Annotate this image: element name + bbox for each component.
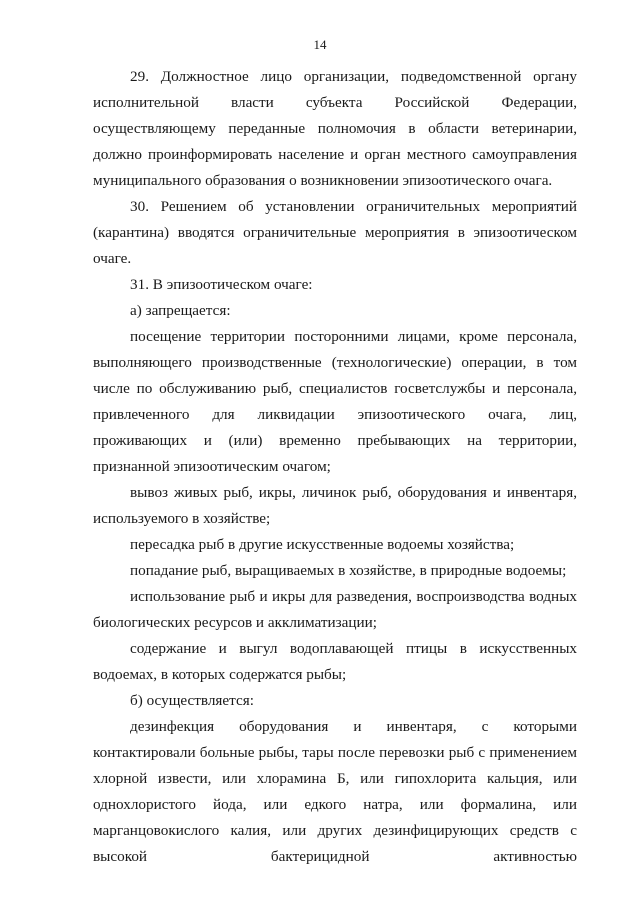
- list-item: вывоз живых рыб, икры, личинок рыб, оборудования и инвентаря, используемого в хозяйстве;: [93, 484, 577, 527]
- paragraph-30: 30. Решением об установлении ограничительных мероприятий (карантина) вводятся ограничительные мероприятия в эпизоотическом очаге.: [93, 198, 577, 267]
- subparagraph-a-heading: а) запрещается:: [130, 302, 231, 319]
- list-item: попадание рыб, выращиваемых в хозяйстве, в природные водоемы;: [130, 562, 567, 579]
- paragraph-29: 29. Должностное лицо организации, подведомственной органу исполнительной власти субъекта Российской Федерации, осуществляющему переданные полномочия в области ветеринарии, должно проинформировать население и орган местного самоуправления муниципального образования о возникновении эпизоотического очага.: [93, 68, 577, 189]
- document-body: [93, 64, 577, 870]
- list-item: дезинфекция оборудования и инвентаря, с которыми контактировали больные рыбы, тары после перевозки рыб с применением хлорной извести, или хлорамина Б, или гипохлорита кальция, или однохлористого йода, или едкого натра, или формалина, или марганцовокислого калия, или других дезинфицирующих средств с высокой бактерицидной активностью: [93, 718, 577, 865]
- subparagraph-b-heading: б) осуществляется:: [130, 692, 254, 709]
- list-item: пересадка рыб в другие искусственные водоемы хозяйства;: [130, 536, 515, 553]
- list-item: использование рыб и икры для разведения, воспроизводства водных биологических ресурсов и акклиматизации;: [93, 588, 577, 631]
- page-number: 14: [313, 37, 327, 52]
- list-item: посещение территории посторонними лицами, кроме персонала, выполняющего производственные (технологические) операции, в том числе по обслуживанию рыб, специалистов госветслужбы и персонала, привлеченного для ликвидации эпизоотического очага, лиц, проживающих и (или) временно пребывающих на территории, признанной эпизоотическим очагом;: [93, 328, 577, 475]
- list-item: содержание и выгул водоплавающей птицы в искусственных водоемах, в которых содержатся рыбы;: [93, 640, 577, 683]
- paragraph-31: 31. В эпизоотическом очаге:: [130, 276, 313, 293]
